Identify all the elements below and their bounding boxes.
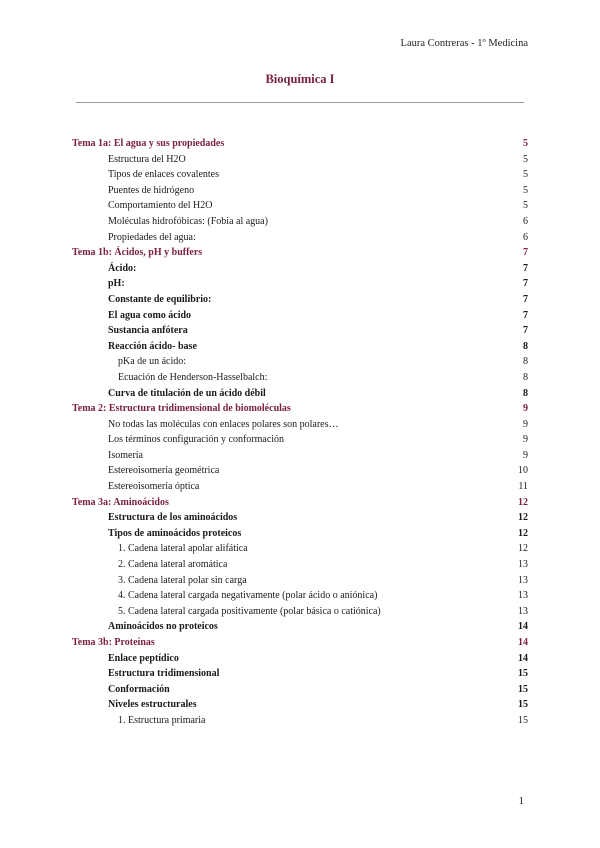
toc-entry-label: El agua como ácido: [108, 309, 192, 321]
toc-entry-page: 5: [523, 153, 528, 165]
toc-entry[interactable]: [72, 167, 528, 183]
toc-entry[interactable]: [72, 183, 528, 199]
toc-chapter-entry[interactable]: [72, 495, 528, 511]
toc-entry-label: Estereoisomería óptica: [108, 481, 200, 493]
toc-entry-page: 9: [523, 418, 528, 430]
toc-entry-label: Moléculas hidrofóbicas: (Fobia al agua): [108, 215, 268, 227]
toc-entry-page: 7: [523, 325, 528, 337]
toc-entry[interactable]: [72, 339, 528, 355]
toc-chapter-entry[interactable]: [72, 245, 528, 261]
toc-entry-page: 7: [523, 262, 528, 274]
toc-entry-page: 8: [523, 387, 528, 399]
toc-entry-page: 7: [523, 278, 528, 290]
toc-entry-label: No todas las moléculas con enlaces polares son polares…: [108, 418, 339, 430]
toc-entry[interactable]: [72, 541, 528, 557]
title-divider: [76, 102, 524, 103]
toc-entry-label: Tipos de enlaces covalentes: [108, 169, 219, 181]
toc-entry-page: 5: [523, 200, 528, 212]
toc-chapter-entry[interactable]: [72, 136, 528, 152]
toc-chapter-entry[interactable]: [72, 635, 528, 651]
page-number: 1: [518, 795, 524, 807]
toc-entry-page: 6: [523, 231, 528, 243]
toc-entry-label: pH:: [108, 278, 125, 290]
toc-entry-page: 5: [523, 169, 528, 181]
toc-entry[interactable]: [72, 323, 528, 339]
toc-entry-page: 15: [518, 683, 528, 695]
toc-entry-page: 12: [518, 543, 528, 555]
toc-entry-label: Sustancia anfótera: [108, 325, 188, 337]
toc-entry-label: Isomería: [108, 449, 143, 461]
toc-entry-page: 5: [523, 184, 528, 196]
toc-entry[interactable]: [72, 214, 528, 230]
toc-entry-page: 9: [523, 403, 528, 415]
toc-entry-page: 8: [523, 371, 528, 383]
toc-entry-label: Puentes de hidrógeno: [108, 184, 195, 196]
toc-entry-page: 8: [523, 340, 528, 352]
toc-entry-label: Estructura de los aminoácidos: [108, 512, 238, 524]
header-author-course: Laura Contreras - 1º Medicina: [400, 38, 528, 49]
toc-entry-label: Estereoisomería geométrica: [108, 465, 220, 477]
toc-entry[interactable]: [72, 308, 528, 324]
toc-entry-page: 10: [518, 465, 528, 477]
toc-entry[interactable]: [72, 292, 528, 308]
toc-entry[interactable]: [72, 510, 528, 526]
toc-entry-page: 8: [523, 356, 528, 368]
toc-entry-label: Estructura tridimensional: [108, 668, 220, 680]
toc-entry[interactable]: [72, 619, 528, 635]
toc-entry-page: 7: [523, 247, 528, 259]
toc-chapter-entry[interactable]: [72, 401, 528, 417]
toc-entry-page: 13: [518, 574, 528, 586]
toc-entry-page: 6: [523, 215, 528, 227]
toc-entry[interactable]: [72, 386, 528, 402]
toc-entry-label: Conformación: [108, 683, 170, 695]
toc-entry[interactable]: [72, 713, 528, 729]
toc-entry[interactable]: [72, 604, 528, 620]
toc-entry-label: Constante de equilibrio:: [108, 293, 212, 305]
toc-entry[interactable]: [72, 651, 528, 667]
toc-entry-page: 9: [523, 449, 528, 461]
toc-entry-page: 13: [518, 590, 528, 602]
toc-entry-label: Ecuación de Henderson-Hasselbalch:: [118, 371, 268, 383]
toc-entry-page: 11: [518, 481, 528, 493]
toc-entry[interactable]: [72, 432, 528, 448]
toc-entry[interactable]: [72, 354, 528, 370]
toc-entry-label: 3. Cadena lateral polar sin carga: [118, 574, 247, 586]
toc-entry-label: Propiedades del agua:: [108, 231, 196, 243]
toc-entry-page: 7: [523, 293, 528, 305]
toc-entry-label: 1. Cadena lateral apolar alifática: [118, 543, 248, 555]
toc-entry-label: 2. Cadena lateral aromática: [118, 559, 228, 571]
toc-entry-label: Tema 1a: El agua y sus propiedades: [72, 138, 225, 149]
toc-entry-page: 9: [523, 434, 528, 446]
toc-entry[interactable]: [72, 417, 528, 433]
toc-entry-label: 5. Cadena lateral cargada positivamente (polar básica o catiónica): [118, 605, 381, 617]
toc-entry-label: Niveles estructurales: [108, 699, 197, 711]
toc-entry-page: 15: [518, 714, 528, 726]
toc-entry[interactable]: [72, 370, 528, 386]
toc-entry[interactable]: [72, 479, 528, 495]
toc-entry[interactable]: [72, 448, 528, 464]
toc-entry-page: 15: [518, 699, 528, 711]
toc-entry[interactable]: [72, 230, 528, 246]
toc-entry-label: Estructura del H2O: [108, 153, 186, 165]
toc-entry[interactable]: [72, 261, 528, 277]
toc-entry[interactable]: [72, 682, 528, 698]
document-title: Bioquímica I: [265, 72, 335, 86]
toc-entry-page: 14: [518, 621, 528, 633]
toc-entry-label: Tema 2: Estructura tridimensional de biomoléculas: [72, 403, 291, 415]
toc-entry[interactable]: [72, 152, 528, 168]
toc-entry-label: Los términos configuración y conformación: [108, 434, 285, 446]
toc-entry[interactable]: [72, 588, 528, 604]
toc-entry[interactable]: [72, 198, 528, 214]
toc-entry-label: Enlace peptídico: [108, 652, 179, 664]
toc-entry-page: 12: [518, 496, 528, 508]
toc-entry[interactable]: [72, 276, 528, 292]
toc-entry-page: 14: [518, 637, 528, 648]
toc-entry-label: Tema 3a: Aminoácidos: [72, 496, 169, 508]
toc-entry-label: Aminoácidos no proteicos: [108, 621, 218, 633]
toc-entry-label: Ácido:: [108, 262, 137, 274]
toc-entry[interactable]: [72, 697, 528, 713]
toc-entry-label: 1. Estructura primaria: [118, 714, 206, 726]
toc-entry[interactable]: [72, 666, 528, 682]
table-of-contents: [72, 136, 528, 729]
toc-entry-label: Tipos de aminoácidos proteicos: [108, 527, 242, 539]
toc-entry-label: Comportamiento del H2O: [108, 200, 213, 212]
toc-entry-page: 7: [523, 309, 528, 321]
toc-entry-page: 12: [518, 527, 528, 539]
toc-entry-page: 14: [518, 652, 528, 664]
toc-entry-page: 15: [518, 668, 528, 680]
toc-entry-label: pKa de un ácido:: [118, 356, 187, 368]
toc-entry-label: Curva de titulación de un ácido débil: [108, 387, 266, 399]
toc-entry[interactable]: [72, 573, 528, 589]
toc-entry-label: Tema 1b: Ácidos, pH y buffers: [72, 247, 203, 259]
toc-entry-label: 4. Cadena lateral cargada negativamente (polar ácido o aniónica): [118, 590, 378, 602]
toc-entry-label: Reacción ácido- base: [108, 340, 197, 352]
toc-entry-page: 13: [518, 559, 528, 571]
toc-entry[interactable]: [72, 557, 528, 573]
toc-entry-page: 13: [518, 605, 528, 617]
toc-entry[interactable]: [72, 526, 528, 542]
toc-entry-page: 12: [518, 512, 528, 524]
toc-entry[interactable]: [72, 463, 528, 479]
toc-entry-label: Tema 3b: Proteínas: [72, 637, 155, 648]
toc-entry-page: 5: [523, 138, 528, 149]
